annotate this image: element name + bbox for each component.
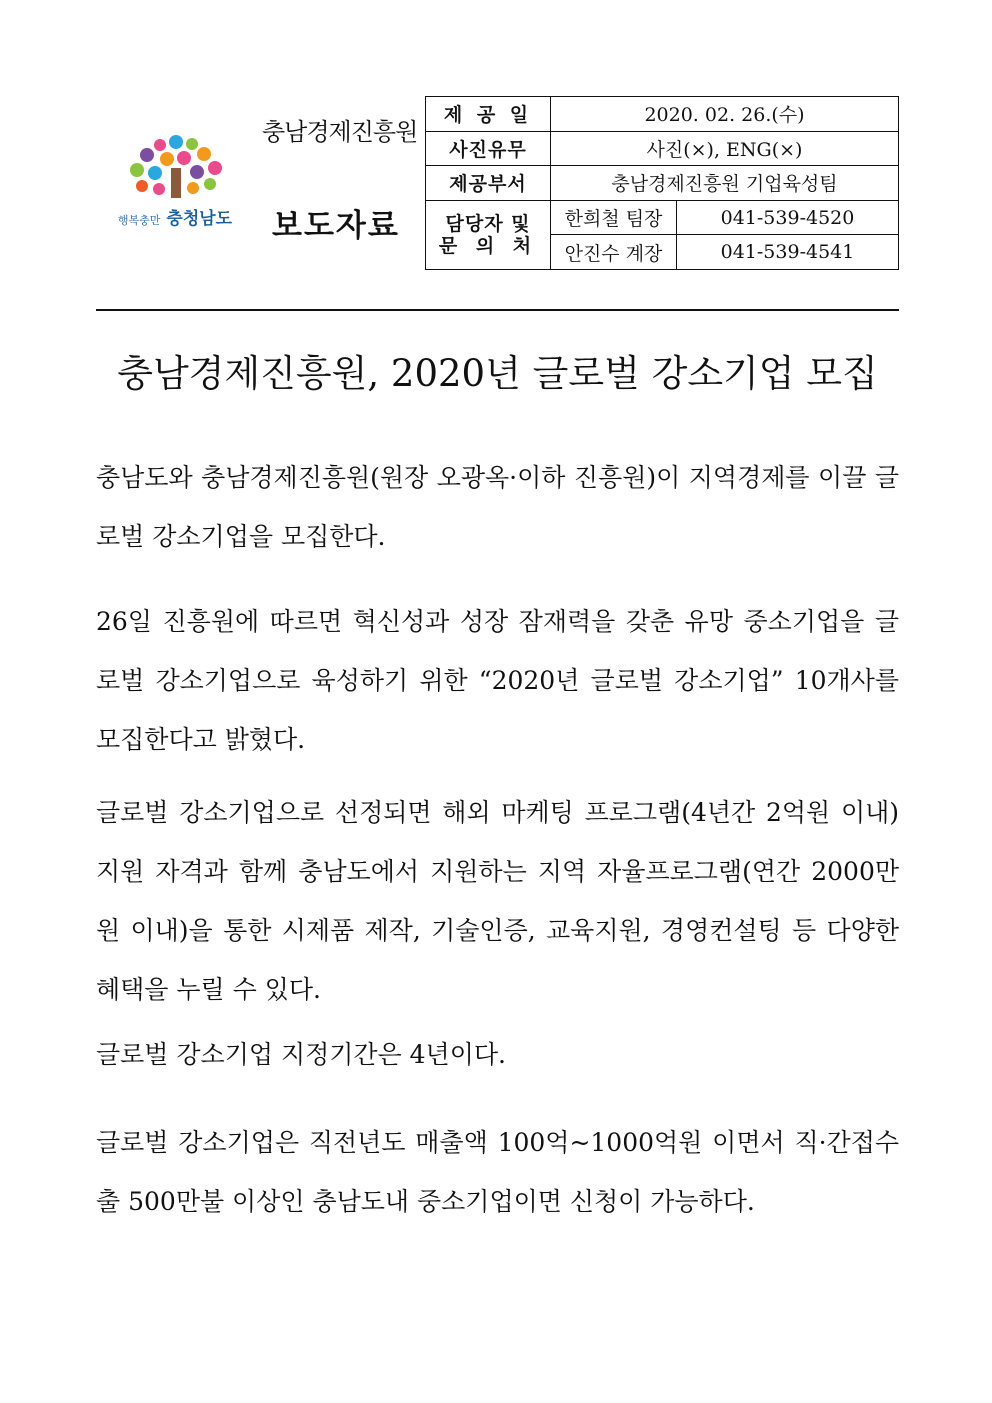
photo-label: 사진유무 [426,131,551,166]
contact-name: 한희철 팀장 [551,200,677,235]
logo-leaf [169,135,183,149]
logo-leaf [204,178,216,190]
logo-caption [100,204,250,229]
logo-leaf [130,163,144,177]
logo-leaf [153,183,165,195]
body-paragraph: 글로벌 강소기업 지정기간은 4년이다. [96,1040,506,1069]
header-divider [96,309,899,311]
logo-caption-small: 행복충만 [117,214,161,227]
document-type: 보도자료 [272,208,400,244]
logo-leaf [186,138,198,150]
table-row [426,200,899,235]
contact-phone: 041-539-4520 [677,200,899,235]
contact-phone: 041-539-4541 [677,235,899,270]
contact-label-line1: 담당자 및 [445,212,531,235]
date-value: 2020. 02. 26.(수) [551,97,899,132]
contact-label-line2: 문 의 처 [438,234,538,257]
table-row [426,97,899,132]
logo-leaf [140,148,154,162]
press-info-table [425,96,899,270]
logo-leaf [197,147,211,161]
logo-leaf [177,151,191,165]
body-paragraph: 글로벌 강소기업으로 선정되면 해외 마케팅 프로그램(4년간 2억원 이내) 지원 자격과 함께 충남도에서 지원하는 지역 자율프로그램(연간 2000만원 이내)을 통한 시제품 제작, 기술인증, 교육지원, 경영컨설팅 등 다양한 혜택을 누릴 수 있다. [96,798,899,1004]
dept-value: 충남경제진흥원 기업육성팀 [551,166,899,201]
body-paragraph: 충남도와 충남경제진흥원(원장 오광옥·이하 진흥원)이 지역경제를 이끌 글로벌 강소기업을 모집한다. [96,463,899,551]
logo-trunk [171,168,181,198]
body-paragraph: 글로벌 강소기업은 직전년도 매출액 100억~1000억원 이면서 직·간접수출 500만불 이상인 충남도내 중소기업이면 신청이 가능하다. [96,1128,899,1216]
logo-leaf [136,180,148,192]
logo-leaf [154,139,166,151]
logo-leaf [148,166,162,180]
photo-value: 사진(×), ENG(×) [551,131,899,166]
table-row [426,166,899,201]
organization-name: 충남경제진흥원 [262,118,418,146]
dept-label: 제공부서 [426,166,551,201]
press-release-title: 충남경제진흥원, 2020년 글로벌 강소기업 모집 [117,352,878,395]
logo-caption-main: 충청남도 [166,209,233,229]
body-paragraph: 26일 진흥원에 따르면 혁신성과 성장 잠재력을 갖춘 유망 중소기업을 글로벌 강소기업으로 육성하기 위한 “2020년 글로벌 강소기업” 10개사를 모집한다고 밝혔다. [96,607,899,754]
logo-leaf [190,165,204,179]
table-row [426,131,899,166]
contact-label [426,200,551,269]
date-label: 제 공 일 [426,97,551,132]
contact-name: 안진수 계장 [551,235,677,270]
logo-leaf [160,152,174,166]
logo-leaf [208,161,222,175]
logo-leaf [187,182,199,194]
